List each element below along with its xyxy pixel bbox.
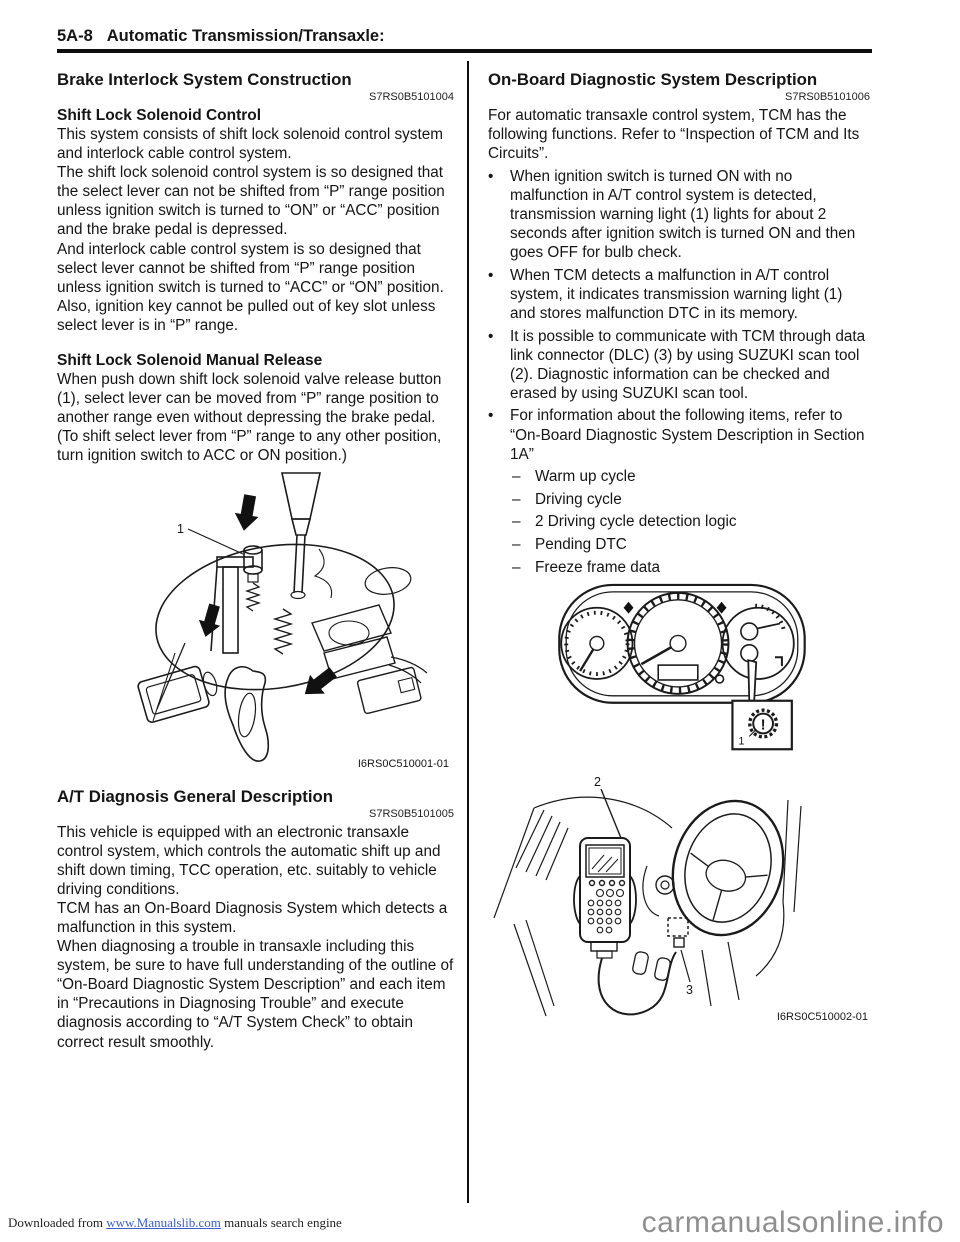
push-arrow-icon	[232, 493, 262, 533]
fuel-temp-gauges	[723, 605, 794, 678]
body-paragraph: When diagnosing a trouble in transaxle including this system, be sure to have full understanding of the outline of “On-Board Diagnostic System Description” and each item in “Precautions in Diagnosing Trouble” and execute diagnosis according to “A/T System Check” to obtain correct result smoothly.	[57, 938, 454, 1051]
footer-suffix: manuals search engine	[224, 1215, 342, 1230]
dash-marker: –	[512, 558, 521, 576]
list-item	[488, 266, 872, 323]
dash-text: Warm up cycle	[535, 468, 636, 486]
instrument-cluster-figure	[488, 582, 872, 772]
body-paragraph: And interlock cable control system is so designed that select lever cannot be shifted from “P” range position unless ignition switch is turned to “ACC” or “ON” position. Also, ignition key cannot be pulled out of key slot unless select lever is in “P” range.	[57, 240, 444, 334]
section-code: S7RS0B5101006	[784, 91, 870, 103]
section-title-at-diagnosis: A/T Diagnosis General Description	[57, 786, 334, 806]
body-paragraph: When push down shift lock solenoid valve release button (1), select lever can be moved from “P” range position to another range even without depressing the brake pedal. (To shift select lever from “P” range to any other position, turn ignition switch to ACC or ON position.)	[57, 371, 442, 465]
dash-text: Freeze frame data	[535, 558, 660, 576]
page-title: Automatic Transmission/Transaxle:	[106, 27, 385, 45]
footer-prefix: Downloaded from	[8, 1215, 103, 1230]
select-lever	[282, 473, 320, 599]
spring	[247, 583, 259, 611]
callout-label-3: 3	[686, 982, 693, 997]
spacer	[57, 773, 456, 787]
shift-lock-mechanism-figure	[57, 471, 456, 773]
page-header	[57, 27, 385, 46]
spacer	[57, 335, 456, 351]
bullet-marker: •	[488, 266, 494, 284]
bullet-marker: •	[488, 407, 494, 425]
page-number: 5A-8	[57, 27, 93, 45]
odometer-window	[658, 665, 698, 680]
shifter-base-parts	[312, 605, 427, 714]
section-code: S7RS0B5101005	[368, 807, 454, 820]
body-paragraph: The shift lock solenoid control system is so designed that the select lever can not be shifted from “P” range position unless ignition switch is turned to “ON” or “ACC” position and the brake pedal is depressed.	[57, 164, 445, 239]
list-item	[512, 467, 872, 486]
left-column	[57, 62, 456, 1052]
bullet-text: It is possible to communicate with TCM through data link connector (DLC) (3) by using SUZUKI scan tool (2). Diagnostic information can be checked and erased by using SUZUKI scan tool.	[510, 327, 866, 402]
section-title-obd: On-Board Diagnostic System Description	[488, 70, 818, 89]
list-item	[488, 167, 872, 262]
section-code: S7RS0B5101004	[368, 91, 454, 103]
steering-wheel	[657, 787, 798, 948]
bullet-marker: •	[488, 167, 494, 185]
dash-marker: –	[512, 468, 521, 486]
scan-tool-drawing	[494, 787, 801, 1015]
move-arrow-icon	[195, 602, 225, 640]
list-item	[488, 406, 872, 463]
pedals	[632, 951, 671, 981]
body-paragraph: For automatic transaxle control system, TCM has the following functions. Refer to “Inspection of TCM and Its Circuits”.	[488, 107, 860, 163]
list-item	[512, 558, 872, 577]
dash-text: Pending DTC	[535, 535, 627, 553]
shift-lock-drawing	[137, 473, 427, 761]
callout-pointer	[748, 660, 756, 701]
diamond-marker-icon	[624, 601, 634, 613]
scan-tool-cable	[599, 952, 676, 1014]
dlc-connector	[668, 918, 690, 982]
shift-lock-solenoid	[137, 662, 222, 723]
subsection-title-solenoid-control: Shift Lock Solenoid Control	[57, 107, 262, 124]
dash-text: 2 Driving cycle detection logic	[535, 513, 737, 531]
bullet-marker: •	[488, 327, 494, 345]
suzuki-scan-tool	[574, 838, 636, 958]
callout-label-1: 1	[177, 521, 184, 536]
bullet-text: When TCM detects a malfunction in A/T control system, it indicates transmission warning light (1) and stores malfunction DTC in its memory.	[510, 266, 843, 322]
subsection-title-manual-release: Shift Lock Solenoid Manual Release	[57, 352, 323, 370]
figure-caption: I6RS0C510002-01	[776, 1010, 868, 1023]
dash-text: Driving cycle	[535, 490, 622, 508]
obd-bullet-list	[488, 167, 872, 464]
speedometer-gauge	[628, 593, 729, 694]
body-paragraph: This vehicle is equipped with an electronic transaxle control system, which controls the automatic shift up and shift down timing, TCC operation, etc. suitably to vehicle driving conditions.	[57, 823, 441, 898]
solenoid-bracket	[211, 557, 253, 653]
figure-caption: I6RS0C510001-01	[357, 757, 449, 770]
dash-marker: –	[512, 513, 521, 531]
section-title-brake-interlock: Brake Interlock System Construction	[57, 70, 352, 89]
right-column	[488, 62, 872, 1028]
obd-dash-list	[488, 467, 872, 576]
spring	[275, 609, 291, 654]
tachometer-gauge	[561, 607, 632, 678]
dash-marker: –	[512, 490, 521, 508]
bullet-text: When ignition switch is turned ON with no malfunction in A/T control system is detected, transmission warning light (1) lights for about 2 seconds after ignition switch is turned ON and then goes OFF for bulb check.	[510, 167, 856, 262]
scan-tool-keypad	[588, 889, 623, 932]
body-paragraph: This system consists of shift lock solenoid control system and interlock cable control system.	[57, 126, 443, 163]
callout-label-1: 1	[738, 734, 745, 747]
list-item	[512, 535, 872, 554]
dash-marker: –	[512, 535, 521, 553]
ignition-switch	[643, 866, 674, 916]
header-rule	[57, 49, 872, 53]
bullet-text: For information about the following items, refer to “On-Board Diagnostic System Description in Section 1A”	[510, 407, 865, 463]
column-divider	[467, 61, 469, 1203]
warning-exclamation-glyph: !	[760, 717, 766, 734]
list-item	[512, 490, 872, 509]
interlock-lever	[225, 666, 268, 760]
scan-tool-figure	[488, 772, 872, 1028]
manualslib-link[interactable]: www.Manualslib.com	[106, 1215, 221, 1230]
body-paragraph: TCM has an On-Board Diagnosis System which detects a malfunction in this system.	[57, 899, 448, 936]
callout-label-2: 2	[594, 774, 601, 789]
cluster-drawing	[559, 585, 804, 749]
list-item	[512, 512, 872, 531]
manualslib-footer	[8, 1215, 342, 1231]
list-item	[488, 327, 872, 403]
carmanualsonline-watermark: carmanualsonline.info	[641, 1206, 944, 1239]
